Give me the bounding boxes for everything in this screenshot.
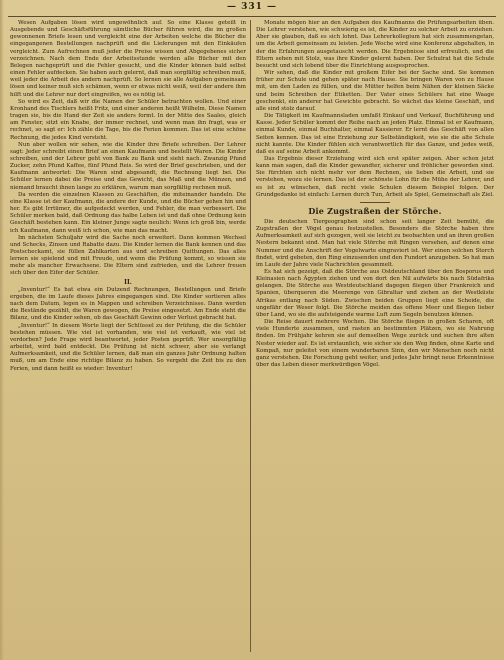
- storks-paragraph-1: Die deutschen Tiergeographen sind schon seit langer Zeit bemüht, die Zugstraßen der Vögel genau festzustellen. Besonders die Störche haben ihre Aufmerksamkeit auf sich gezogen, weil sie leicht zu beobachten und an ihren großen Nestern bekannt sind. Man hat viele Störche mit Ringen versehen, auf denen eine Nummer und die Anschrift der Vogelwarte eingraviert ist. Wer einen solchen Storch findet, wird gebeten, den Ring einzusenden und den Fundort anzugeben. So hat man im Laufe der Jahre viele Nachrichten gesammelt.: [256, 218, 494, 268]
- right-paragraph-1: Monate mögen hier an den Aufgaben des Kaufmanns die Prüfungsarbeiten üben. Die Lehrer verstehen, wie schwierig es ist, die Kinder zu solcher Arbeit zu erziehen. Aber sie glauben, daß es sich lohnt. Das Lehrerkollegium hat sich zusammengetan, um die Arbeit gemeinsam zu leisten. Jede Woche wird eine Konferenz abgehalten, in der die Erfahrungen ausgetauscht werden. Die Ergebnisse sind erfreulich, und die Eltern sehen mit Stolz, was ihre Kinder gelernt haben. Der Schulrat hat die Schule besucht und sich lobend über die Einrichtung ausgesprochen.: [256, 20, 494, 69]
- right-paragraph-2: Wir sehen, daß die Kinder mit großem Eifer bei der Sache sind. Sie kommen früher zur Schule und gehen später nach Hause. Sie bringen Waren von zu Hause mit, um den Laden zu füllen, und die Mütter helfen beim Nähen der kleinen Säcke und beim Schreiben der Etiketten. Der Vater eines Schülers hat eine Waage geschenkt, ein anderer hat Gewichte gebracht. So wächst das kleine Geschäft, und alle sind stolz darauf.: [256, 70, 494, 112]
- left-paragraph-5: Im nächsten Schuljahr wird die Sache noch erweitert. Dann kommen Wechsel und Schecks, Zinsen und Rabatte dazu. Die Kinder lernen die Bank kennen und das Postscheckamt, sie füllen Zahlkarten aus und schreiben Quittungen. Das alles lernen sie spielend und mit Freude, und wenn die Prüfung kommt, so wissen sie mehr als mancher Erwachsene. Die Eltern sind zufrieden, und die Lehrer freuen sich über den Eifer der Schüler.: [10, 234, 246, 277]
- left-paragraph-1: Wesen Aufgaben lösen wird ungewöhnlich auf. So eine Klasse geteilt in Ausgebende und Geschäftsführung sämtliche Bücher führen wird, die im großen gewonnenen Briefe lesen und vergleicht eine der Arbeiten welche die Bücher die eingegangenen Bestellungen nachprüft und die Lieferungen mit den Einkäufen vergleicht. Zum Aufrechnen muß jeder die Preise wissen und Abgegebenes sicher verzeichnen. Nach dem Ende der Arbeitsstunde werden alle Bücher mit den Belegen nachgeprüft und die Fehler gesucht, und die Kinder können bald selbst einen Fehler aufdecken. Sie haben auch gelernt, daß man sorgfältig schreiben muß, weil jeder die Arbeit des andern nachprüft. So lernen sie alle Aufgaben gemeinsam lösen und keiner muß sich schämen, wenn er etwas nicht weiß, weil der andere ihm hilft und die Lehrer nur dort eingreifen, wo es nötig ist.: [10, 20, 246, 98]
- left-column: [10, 20, 246, 654]
- storks-paragraph-3: Die Reise dauert mehrere Wochen. Die Störche fliegen in großen Scharen, oft viele Hunderte zusammen, und rasten an bestimmten Plätzen, wo sie Nahrung finden. Im Frühjahr kehren sie auf demselben Wege zurück und suchen ihre alten Nester wieder auf. Es ist erstaunlich, wie sicher sie den Weg finden, ohne Karte und Kompaß, nur geleitet von einem wunderbaren Sinn, den wir Menschen noch nicht ganz verstehen. Die Forschung geht weiter, und jedes Jahr bringt neue Erkenntnisse über das Leben dieser merkwürdigen Vögel.: [256, 319, 494, 369]
- left-paragraph-4: Da werden die einzelnen Klassen zu Geschäften, die miteinander handeln. Die eine Klasse ist der Kaufmann, die andere der Kunde, und die Bücher gehen hin und her. Es gibt Irrtümer, die aufgedeckt werden, und Fehler, die man verbessert. Die Schüler merken bald, daß Ordnung das halbe Leben ist und daß ohne Ordnung kein Geschäft bestehen kann. Ein kleiner Junge sagte neulich: Wenn ich groß bin, werde ich Kaufmann, dann weiß ich schon, wie man das macht.: [10, 191, 246, 234]
- page-edge-shadow: [0, 0, 4, 660]
- article-title: Die Zugstraßen der Störche.: [308, 205, 442, 216]
- left-paragraph-2: So wird es Zeit, daß wir die Namen der Schüler betrachten wollen. Und einer Kronhand des Tischlers heißt Fritz, und einer anderen heißt Wilhelm. Diese Namen tragen sie, bis die Hand der Zeit sie anders formt. In der Mitte des Saales, gleich am Fenster, sitzt ein Knabe, der immer rechnet, und wenn man ihn fragt, was er rechnet, so sagt er: Ich zähle die Tage, bis die Ferien kommen. Das ist eine schöne Rechnung, die jedes Kind versteht.: [10, 98, 246, 141]
- left-paragraph-6: „Inventur!“ Es hat etwa ein Dutzend Rechnungen, Bestellungen und Briefe ergeben, die im Laufe dieses Jahres eingegangen sind. Die Kinder sortieren alles nach dem Datum, legen es in Mappen und schreiben Verzeichnisse. Dann werden die Bestände gezählt, die Waren gewogen, die Preise eingesetzt. Am Ende steht die Bilanz, und die Kinder sehen, ob das Geschäft Gewinn oder Verlust gebracht hat.: [10, 286, 246, 322]
- header-rule: [8, 16, 496, 17]
- storks-paragraph-2: Es hat sich gezeigt, daß die Störche aus Ostdeutschland über den Bosporus und Kleinasien nach Ägypten ziehen und von dort den Nil aufwärts bis nach Südafrika gelangen. Die Störche aus Westdeutschland dagegen fliegen über Frankreich und Spanien, überqueren die Meerenge von Gibraltar und ziehen an der Westküste Afrikas entlang nach Süden. Zwischen beiden Gruppen liegt eine Scheide, die ungefähr der Weser folgt. Die Störche meiden das offene Meer und fliegen lieber über Land, wo sie die aufsteigende warme Luft zum Segeln benutzen können.: [256, 269, 494, 318]
- article-divider: [360, 202, 390, 203]
- right-paragraph-4: Das Ergebnis dieser Erziehung wird sich erst später zeigen. Aber schon jetzt kann man sagen, daß die Kinder gewandter, sicherer und fröhlicher geworden sind. Sie fürchten sich nicht mehr vor dem Rechnen, sie lieben die Arbeit, und sie verstehen, wozu sie lernen. Das ist der schönste Lohn für die Mühe der Lehrer, und es ist zu wünschen, daß recht viele Schulen diesem Beispiel folgen. Der Grundgedanke ist einfach: Lernen durch Tun, Arbeit als Spiel, Gemeinschaft als Ziel.: [256, 155, 494, 198]
- right-paragraph-3: Die Tätigkeit im Kaufmannsladen umfaßt Einkauf und Verkauf, Buchführung und Kasse. Jeder Schüler kommt der Reihe nach an jeden Platz. Einmal ist er Kaufmann, einmal Kunde, einmal Buchhalter, einmal Kassierer. Er lernt das Geschäft von allen Seiten kennen. Das ist eine Erziehung zur Selbständigkeit, wie sie die alte Schule nicht kannte. Die Kinder fühlen sich verantwortlich für das Ganze, und jedes weiß, daß es auf seine Arbeit ankommt.: [256, 113, 494, 155]
- column-divider: [250, 20, 251, 652]
- section-heading-ii: II.: [124, 278, 132, 286]
- left-paragraph-3: Nun aber wollen wir sehen, wie die Kinder ihre Briefe schreiben. Der Lehrer sagt: Jeder schreibt einen Brief an einen Kaufmann und bestellt Waren. Die Kinder schreiben, und der Lehrer geht von Bank zu Bank und sieht nach. Zwanzig Pfund Zucker, zehn Pfund Kaffee, fünf Pfund Reis. So wird der Brief geschrieben, und der Kaufmann antwortet: Die Waren sind abgesandt, die Rechnung liegt bei. Die Schüler lernen dabei die Preise und das Gewicht, das Maß und die Münzen, und niemand braucht ihnen lange zu erklären, warum man sorgfältig rechnen muß.: [10, 141, 246, 191]
- left-paragraph-7: „Inventur!“ In diesem Worte liegt der Schlüssel zu der Prüfung, die die Schüler bestehen müssen. Wie viel ist vorhanden, wie viel ist verkauft, wie viel ist verdorben? Jede Frage wird beantwortet, jeder Posten geprüft. Wer unsorgfältig arbeitet, wird bald entdeckt. Die Prüfung ist nicht schwer, aber sie verlangt Aufmerksamkeit, und die Schüler lernen, daß man ein ganzes Jahr Ordnung halten muß, um am Ende eine richtige Bilanz zu haben. So vergeht die Zeit bis zu den Ferien, und dann heißt es wieder: Inventur!: [10, 322, 246, 372]
- right-column: [256, 20, 494, 654]
- page-number-header: — 331 —: [226, 2, 278, 12]
